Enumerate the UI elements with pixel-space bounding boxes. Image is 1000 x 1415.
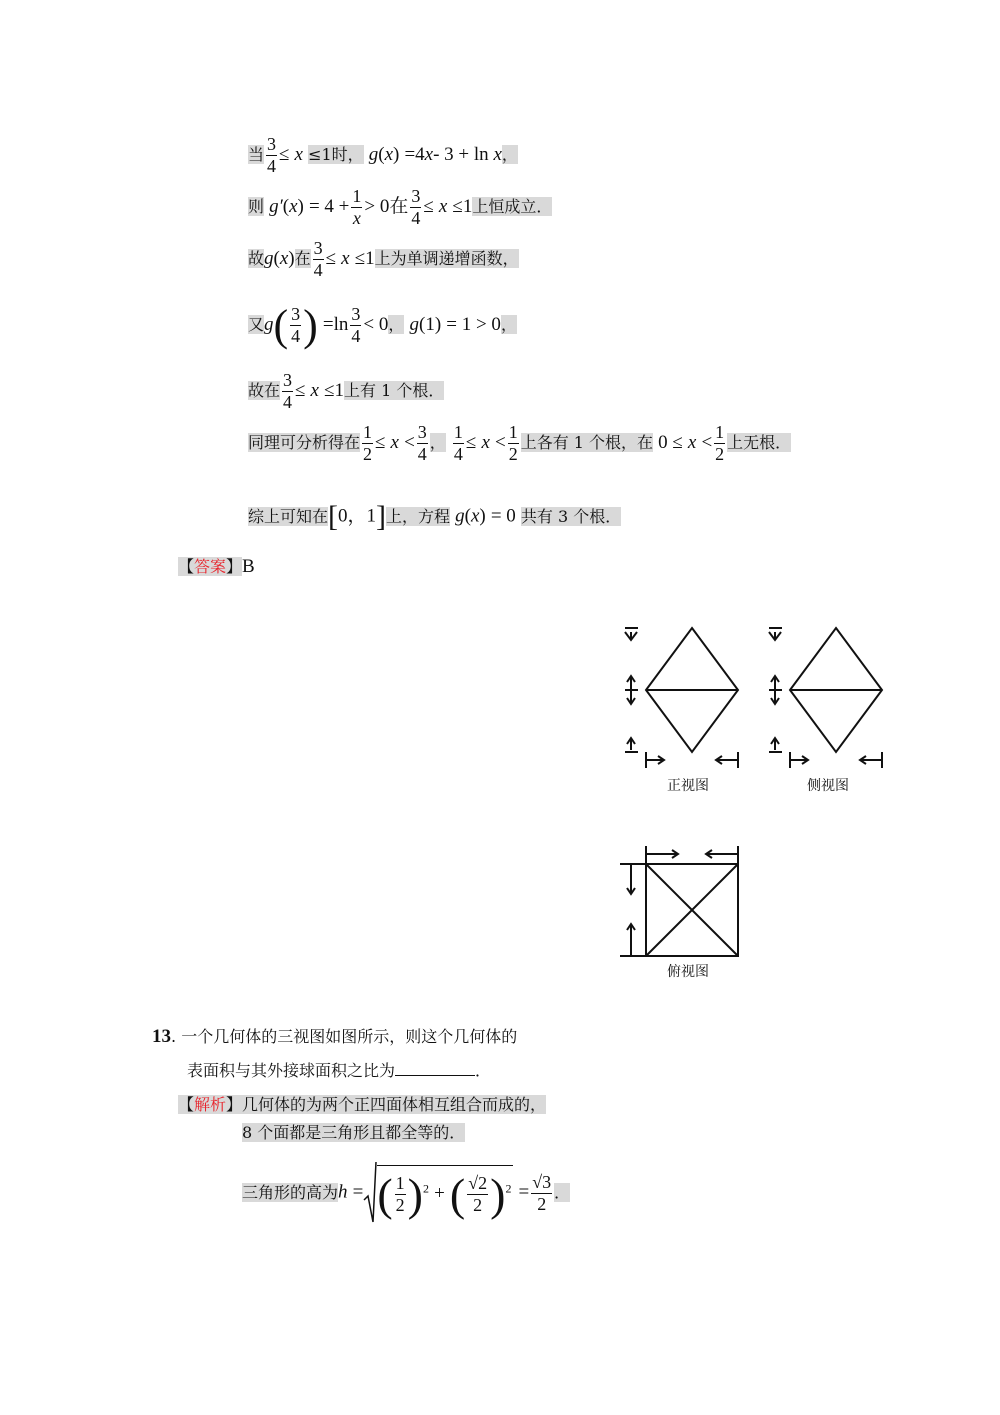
solution-line-2: 则 g′(x) = 4 + $\frac{1}{x}$ > 0在 $\frac{3}{4}$ ≤ x ≤1上恒成立． [248,186,553,228]
front-view-label: 正视图 [667,778,709,794]
analysis-label: 解析 [194,1095,227,1114]
solution-line-5: 故在 $\frac{3}{4}$ ≤ x ≤1上有 1 个根． [248,370,445,412]
solution-line-6: 同理可分析得在 $\frac{1}{2}$ ≤ x < $\frac{3}{4}$ ， $\frac{1}{4}$ ≤ x < $\frac{1}{2}$ 上各有 1 个根，在 0 ≤ x < $\frac{1}{2}$ 上无根． [248,422,792,464]
solution-line-7: 综上可知在[0，1]上，方程 g(x) = 0 共有 3 个根． [248,500,622,533]
solution-line-3: 故g(x)在 $\frac{3}{4}$ ≤ x ≤1上为单调递增函数， [248,238,519,280]
problem-13-line-1: 13. 一个几何体的三视图如图所示，则这个几何体的 [152,1026,518,1047]
analysis-line-2: 8 个面都是三角形且都全等的． [242,1123,466,1142]
analysis-line-3: 三角形的高为h = ( $\frac{1}{2}$ )$^2$ + ( $\frac{√2}{2}$ )$^2$ = $\frac{√3}{2}$ ． [242,1160,570,1226]
three-view-figure [600,610,920,990]
front-view [625,628,738,768]
fraction: $\frac{3}{4}$ [267,134,277,176]
answer-line: 【答案】B [178,556,255,577]
radical-sign [363,1160,377,1226]
analysis-line-1: 【解析】几何体的为两个正四面体相互组合而成的， [178,1095,547,1114]
text: 当 [248,145,265,164]
solution-line-1: 当 $\frac{3}{4}$ ≤ x ≤1时， g(x) =4x- 3 + ln x， [248,134,518,176]
answer-blank [395,1061,475,1076]
top-view [620,846,738,956]
side-view [769,628,882,768]
problem-13-line-2: 表面积与其外接球面积之比为 ． [187,1061,492,1080]
answer-value: B [242,556,255,577]
side-view-label: 侧视图 [807,778,849,794]
problem-number: 13 [152,1026,171,1047]
solution-line-4: 又g( $\frac{3}{4}$ ) =ln $\frac{3}{4}$ < 0， g(1) = 1 > 0， [248,301,517,350]
top-view-label: 俯视图 [667,964,709,980]
answer-label: 答案 [194,557,227,576]
